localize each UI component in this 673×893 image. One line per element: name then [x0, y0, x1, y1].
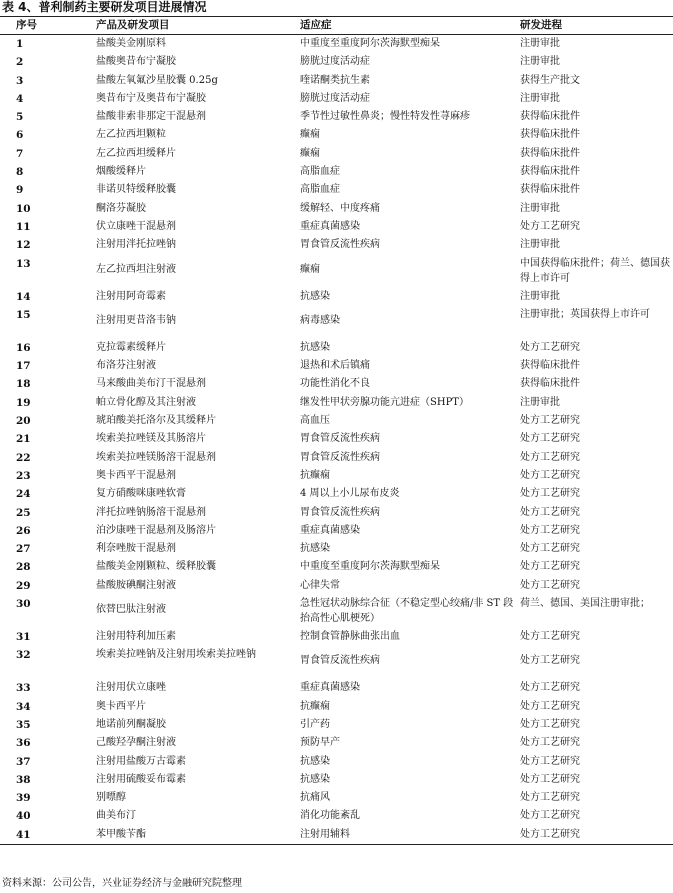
row-progress: 处方工艺研究 — [520, 700, 580, 712]
row-indication: 4 周以上小儿尿布皮炎 — [300, 488, 400, 500]
row-progress: 注册审批 — [520, 239, 560, 251]
row-progress: 中国获得临床批件；荷兰、德国获得上市许可 — [520, 257, 670, 284]
row-product: 依替巴肽注射液 — [96, 604, 166, 616]
row-indication: 抗痛风 — [300, 792, 330, 804]
row-product: 注射用更昔洛韦钠 — [96, 314, 176, 326]
table-header — [0, 16, 673, 35]
row-indication: 病毒感染 — [300, 314, 340, 326]
row-number: 11 — [16, 220, 31, 233]
row-indication: 中重度至重度阿尔茨海默型痴呆 — [300, 38, 440, 49]
row-product: 注射用泮托拉唑钠 — [96, 239, 176, 251]
row-product: 盐酸美金刚颗粒、缓释胶囊 — [96, 561, 216, 573]
row-progress: 处方工艺研究 — [520, 828, 580, 840]
row-number: 30 — [16, 598, 31, 611]
table-row — [0, 357, 673, 375]
row-product: 盐酸非索非那定干混悬剂 — [96, 111, 206, 123]
table-row — [0, 753, 673, 771]
row-number: 14 — [16, 290, 31, 303]
row-progress: 处方工艺研究 — [520, 655, 580, 667]
row-indication: 急性冠状动脉综合征（不稳定型心绞痛/非 ST 段抬高性心肌梗死） — [300, 598, 514, 625]
table-row — [0, 72, 673, 90]
row-number: 4 — [16, 92, 24, 105]
row-number: 15 — [16, 308, 31, 321]
row-number: 27 — [16, 543, 31, 556]
table-row — [0, 412, 673, 430]
row-progress: 处方工艺研究 — [520, 433, 580, 445]
row-number: 21 — [16, 433, 31, 446]
row-product: 非诺贝特缓释胶囊 — [96, 184, 176, 196]
table-row — [0, 236, 673, 254]
row-progress: 获得临床批件 — [520, 378, 580, 390]
table-row — [0, 288, 673, 306]
row-progress: 处方工艺研究 — [520, 810, 580, 822]
table-row — [0, 53, 673, 71]
row-product: 埃索美拉唑镁肠溶干混悬剂 — [96, 451, 216, 463]
row-product: 埃索美拉唑镁及其肠溶片 — [96, 433, 206, 445]
row-progress: 获得临床批件 — [520, 166, 580, 178]
row-number: 35 — [16, 718, 31, 731]
row-number: 17 — [16, 360, 31, 373]
row-product: 左乙拉西坦缓释片 — [96, 147, 176, 159]
row-progress: 获得临床批件 — [520, 111, 580, 123]
row-indication: 继发性甲状旁腺功能亢进症（SHPT） — [300, 396, 469, 408]
row-product: 奥卡西平干混悬剂 — [96, 469, 176, 481]
row-indication: 退热和术后镇痛 — [300, 360, 370, 372]
row-number: 41 — [16, 828, 31, 841]
row-number: 31 — [16, 631, 31, 644]
row-number: 13 — [16, 257, 31, 270]
row-indication: 缓解轻、中度疼痛 — [300, 202, 380, 214]
row-indication: 注射用辅料 — [300, 828, 350, 840]
row-number: 32 — [16, 649, 31, 662]
row-progress: 获得临床批件 — [520, 147, 580, 159]
table-row — [0, 126, 673, 144]
table-row — [0, 679, 673, 697]
row-progress: 处方工艺研究 — [520, 561, 580, 573]
row-progress: 处方工艺研究 — [520, 631, 580, 643]
row-product: 注射用盐酸万古霉素 — [96, 755, 186, 767]
row-product: 左乙拉西坦注射液 — [96, 263, 176, 275]
row-indication: 癫痫 — [300, 129, 320, 141]
table-row — [0, 90, 673, 108]
row-indication: 重症真菌感染 — [300, 220, 360, 232]
table-row — [0, 485, 673, 503]
row-product: 琥珀酸美托洛尔及其缓释片 — [96, 415, 216, 427]
header-no: 序号 — [16, 19, 37, 31]
row-progress: 处方工艺研究 — [520, 682, 580, 694]
row-product: 帕立骨化醇及其注射液 — [96, 396, 196, 408]
table-row — [0, 646, 673, 679]
table-row — [0, 734, 673, 752]
row-number: 26 — [16, 524, 31, 537]
row-number: 28 — [16, 561, 31, 574]
row-indication: 抗感染 — [300, 290, 330, 302]
row-progress: 注册审批 — [520, 396, 560, 408]
row-product: 埃索美拉唑钠及注射用埃索美拉唑钠 — [96, 649, 256, 661]
row-number: 25 — [16, 506, 31, 519]
table-row — [0, 789, 673, 807]
row-product: 奥卡西平片 — [96, 700, 146, 712]
row-number: 22 — [16, 451, 31, 464]
table-caption: 表 4、普利制药主要研发项目进展情况 — [2, 0, 207, 14]
row-progress: 注册审批 — [520, 92, 560, 104]
table-row — [0, 628, 673, 646]
row-progress: 处方工艺研究 — [520, 341, 580, 353]
row-progress: 注册审批 — [520, 56, 560, 68]
row-product: 克拉霉素缓释片 — [96, 341, 166, 353]
row-indication: 抗感染 — [300, 543, 330, 555]
row-indication: 胃食管反流性疾病 — [300, 506, 380, 518]
table-row — [0, 306, 673, 339]
row-indication: 胃食管反流性疾病 — [300, 433, 380, 445]
table-row — [0, 163, 673, 181]
row-progress: 注册审批 — [520, 202, 560, 214]
row-indication: 中重度至重度阿尔茨海默型痴呆 — [300, 561, 440, 573]
row-number: 5 — [16, 111, 24, 124]
row-number: 36 — [16, 737, 31, 750]
row-product: 左乙拉西坦颗粒 — [96, 129, 166, 141]
table-row — [0, 108, 673, 126]
table-row — [0, 522, 673, 540]
table-row — [0, 449, 673, 467]
row-number: 7 — [16, 147, 24, 160]
row-progress: 处方工艺研究 — [520, 737, 580, 749]
header-indication: 适应症 — [300, 19, 332, 31]
row-product: 注射用阿奇霉素 — [96, 290, 166, 302]
row-progress: 注册审批 — [520, 38, 560, 49]
row-progress: 获得临床批件 — [520, 360, 580, 372]
table-row — [0, 255, 673, 288]
row-product: 马来酸曲美布汀干混悬剂 — [96, 378, 206, 390]
table-row — [0, 577, 673, 595]
row-indication: 胃食管反流性疾病 — [300, 239, 380, 251]
table-row — [0, 339, 673, 357]
row-indication: 心律失常 — [300, 579, 340, 591]
table-bottom-rule — [0, 844, 673, 845]
table-row — [0, 698, 673, 716]
row-product: 地诺前列酮凝胶 — [96, 718, 166, 730]
row-product: 注射用伏立康唑 — [96, 682, 166, 694]
row-progress: 获得生产批文 — [520, 74, 580, 86]
row-number: 37 — [16, 755, 31, 768]
table-body — [0, 35, 673, 844]
row-progress: 处方工艺研究 — [520, 469, 580, 481]
row-product: 盐酸美金刚原料 — [96, 38, 166, 49]
row-number: 34 — [16, 700, 31, 713]
row-product: 奥昔布宁及奥昔布宁凝胶 — [96, 92, 206, 104]
table-row — [0, 771, 673, 789]
row-product: 酮洛芬凝胶 — [96, 202, 146, 214]
row-product: 泊沙康唑干混悬剂及肠溶片 — [96, 524, 216, 536]
row-product: 注射用硫酸妥布霉素 — [96, 773, 186, 785]
row-number: 20 — [16, 415, 31, 428]
row-product: 复方硝酸咪康唑软膏 — [96, 488, 186, 500]
row-number: 33 — [16, 682, 31, 695]
row-product: 盐酸左氧氟沙星胶囊 0.25g — [96, 74, 218, 86]
row-progress: 处方工艺研究 — [520, 451, 580, 463]
table-row — [0, 504, 673, 522]
row-indication: 高血压 — [300, 415, 330, 427]
row-number: 24 — [16, 488, 31, 501]
row-progress: 处方工艺研究 — [520, 792, 580, 804]
row-number: 10 — [16, 202, 31, 215]
row-indication: 膀胱过度活动症 — [300, 92, 370, 104]
row-indication: 喹诺酮类抗生素 — [300, 74, 370, 86]
row-progress: 荷兰、德国、美国注册审批； — [520, 598, 650, 610]
table-row — [0, 145, 673, 163]
row-indication: 癫痫 — [300, 147, 320, 159]
table-row — [0, 558, 673, 576]
row-indication: 高脂血症 — [300, 166, 340, 178]
table-row — [0, 595, 673, 628]
row-product: 盐酸奥昔布宁凝胶 — [96, 56, 176, 68]
table-row — [0, 826, 673, 844]
row-indication: 抗癫痫 — [300, 700, 330, 712]
rd-progress-table — [0, 16, 673, 845]
row-number: 9 — [16, 184, 24, 197]
row-number: 29 — [16, 579, 31, 592]
row-progress: 处方工艺研究 — [520, 755, 580, 767]
table-row — [0, 430, 673, 448]
row-product: 苯甲酸苄酯 — [96, 828, 146, 840]
row-indication: 膀胱过度活动症 — [300, 56, 370, 68]
row-product: 注射用特利加压素 — [96, 631, 176, 643]
row-progress: 处方工艺研究 — [520, 773, 580, 785]
row-number: 16 — [16, 341, 31, 354]
row-number: 18 — [16, 378, 31, 391]
row-indication: 预防早产 — [300, 737, 340, 749]
row-indication: 胃食管反流性疾病 — [300, 655, 380, 667]
row-number: 8 — [16, 166, 24, 179]
row-indication: 重症真菌感染 — [300, 682, 360, 694]
table-row — [0, 467, 673, 485]
row-product: 伏立康唑干混悬剂 — [96, 220, 176, 232]
table-row — [0, 200, 673, 218]
row-indication: 引产药 — [300, 718, 330, 730]
row-indication: 功能性消化不良 — [300, 378, 370, 390]
row-product: 己酸羟孕酮注射液 — [96, 737, 176, 749]
row-number: 2 — [16, 56, 24, 69]
row-indication: 抗感染 — [300, 755, 330, 767]
table-row — [0, 35, 673, 53]
row-progress: 获得临床批件 — [520, 129, 580, 141]
row-progress: 处方工艺研究 — [520, 220, 580, 232]
row-progress: 处方工艺研究 — [520, 543, 580, 555]
table-row — [0, 716, 673, 734]
row-number: 6 — [16, 129, 24, 142]
header-product: 产品及研发项目 — [96, 19, 170, 31]
row-number: 12 — [16, 239, 31, 252]
row-product: 布洛芬注射液 — [96, 360, 156, 372]
row-indication: 消化功能紊乱 — [300, 810, 360, 822]
row-number: 1 — [16, 38, 24, 50]
row-indication: 季节性过敏性鼻炎；慢性特发性荨麻疹 — [300, 111, 470, 123]
row-product: 利奈唑胺干混悬剂 — [96, 543, 176, 555]
row-indication: 抗癫痫 — [300, 469, 330, 481]
row-product: 别嘌醇 — [96, 792, 126, 804]
row-progress: 处方工艺研究 — [520, 579, 580, 591]
row-number: 3 — [16, 74, 24, 87]
row-progress: 获得临床批件 — [520, 184, 580, 196]
table-row — [0, 218, 673, 236]
row-number: 19 — [16, 396, 31, 409]
source-note: 资料来源：公司公告，兴业证券经济与金融研究院整理 — [2, 878, 242, 889]
row-product: 盐酸胺碘酮注射液 — [96, 579, 176, 591]
row-product: 曲美布汀 — [96, 810, 136, 822]
row-progress: 处方工艺研究 — [520, 524, 580, 536]
row-progress: 处方工艺研究 — [520, 506, 580, 518]
table-row — [0, 394, 673, 412]
header-progress: 研发进程 — [520, 19, 562, 31]
table-row — [0, 807, 673, 825]
table-row — [0, 375, 673, 393]
row-progress: 注册审批 — [520, 290, 560, 302]
row-progress: 处方工艺研究 — [520, 415, 580, 427]
table-row — [0, 540, 673, 558]
row-indication: 控制食管静脉曲张出血 — [300, 631, 400, 643]
row-indication: 高脂血症 — [300, 184, 340, 196]
row-indication: 癫痫 — [300, 263, 320, 275]
row-number: 40 — [16, 810, 31, 823]
row-number: 38 — [16, 773, 31, 786]
row-indication: 重症真菌感染 — [300, 524, 360, 536]
table-row — [0, 181, 673, 199]
row-product: 烟酸缓释片 — [96, 166, 146, 178]
row-product: 泮托拉唑钠肠溶干混悬剂 — [96, 506, 206, 518]
row-number: 23 — [16, 469, 31, 482]
row-progress: 处方工艺研究 — [520, 488, 580, 500]
row-indication: 抗感染 — [300, 773, 330, 785]
row-progress: 注册审批；英国获得上市许可 — [520, 308, 650, 320]
row-progress: 处方工艺研究 — [520, 718, 580, 730]
row-number: 39 — [16, 792, 31, 805]
row-indication: 胃食管反流性疾病 — [300, 451, 380, 463]
row-indication: 抗感染 — [300, 341, 330, 353]
